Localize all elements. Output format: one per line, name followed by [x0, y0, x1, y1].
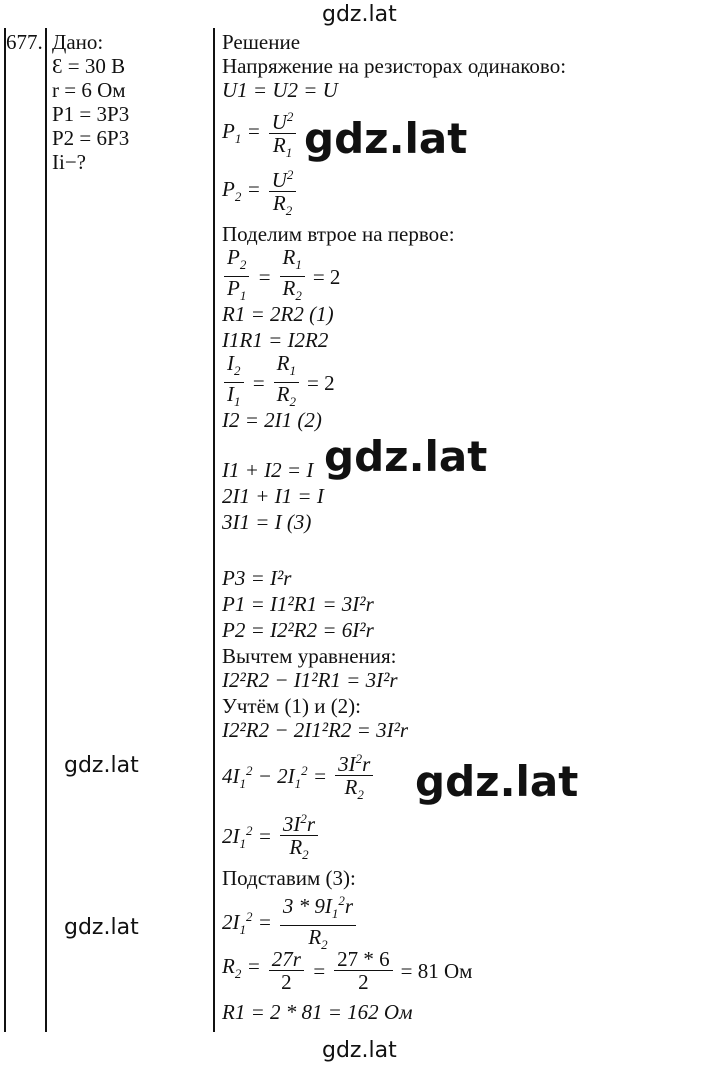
eq-r12: R1 = 2R2 (1): [222, 302, 334, 326]
eq-sum2: 2I1 + I1 = I: [222, 484, 324, 508]
result-r2: $R_2$ = $\frac{27r}{2}$ = $\frac{27 * 6}{2}$ = 81 Ом: [222, 947, 473, 994]
eq-ratio-p: $\frac{P_2}{P_1}$ = $\frac{R_1}{R_2}$ = 2: [222, 246, 340, 307]
watermark-top: gdz.lat: [322, 2, 397, 27]
eq-ratio-i: $\frac{I_2}{I_1}$ = $\frac{R_1}{R_2}$ = 2: [222, 352, 335, 413]
given-title: Дано:: [52, 30, 104, 54]
watermark-3: gdz.lat: [415, 757, 579, 806]
solution-title: Решение: [222, 30, 301, 54]
watermark-2: gdz.lat: [324, 432, 488, 481]
divide-text: Поделим втрое на первое:: [222, 222, 455, 246]
problem-number: 677.: [6, 30, 43, 54]
given-divider: [45, 28, 47, 1032]
eq-2i: $2I_1^2$ = $\frac{3I^2r}{R_2}$: [222, 808, 320, 866]
given-emf: Ɛ = 30 В: [52, 54, 126, 78]
given-find: Ii−?: [52, 150, 86, 174]
subtract-text: Вычтем уравнения:: [222, 644, 397, 668]
left-border: [4, 28, 6, 1032]
eq-p1-u: $P_1$ = $\frac{U^2}{R_1}$: [222, 106, 298, 164]
given-p1: P1 = 3P3: [52, 102, 130, 126]
eq-three: 3I1 = I (3): [222, 510, 312, 534]
eq-p1: P1 = I1²R1 = 3I²r: [222, 592, 374, 616]
eq-i2: I2 = 2I1 (2): [222, 408, 322, 432]
eq-p3: P3 = I²r: [222, 566, 292, 590]
eq-u: U1 = U2 = U: [222, 78, 338, 102]
eq-p2: P2 = I2²R2 = 6I²r: [222, 618, 374, 642]
watermark-bottom: gdz.lat: [322, 1038, 397, 1063]
eq-sub: I2²R2 − I1²R1 = 3I²r: [222, 668, 398, 692]
eq-4i: $4I_1^2 - 2I_1^2$ = $\frac{3I^2r}{R_2}$: [222, 748, 375, 806]
given-r: r = 6 Ом: [52, 78, 126, 102]
substitute-text: Подставим (3):: [222, 866, 356, 890]
result-r1: R1 = 2 * 81 = 162 Ом: [222, 1000, 413, 1024]
given-p2: P2 = 6P3: [52, 126, 130, 150]
eq-ir: I1R1 = I2R2: [222, 328, 329, 352]
eq-sum: I1 + I2 = I: [222, 458, 314, 482]
watermark-1: gdz.lat: [304, 114, 468, 163]
watermark-5: gdz.lat: [64, 915, 139, 940]
intro-text: Напряжение на резисторах одинаково:: [222, 54, 567, 78]
watermark-4: gdz.lat: [64, 753, 139, 778]
eq-sub2: I2²R2 − 2I1²R2 = 3I²r: [222, 718, 409, 742]
eq-2i-sub: $2I_1^2$ = $\frac{3 * 9I_1^2r}{R_2}$: [222, 890, 358, 956]
account-text: Учтём (1) и (2):: [222, 694, 362, 718]
solution-divider: [213, 28, 215, 1032]
eq-p2-u: $P_2$ = $\frac{U^2}{R_2}$: [222, 164, 298, 222]
